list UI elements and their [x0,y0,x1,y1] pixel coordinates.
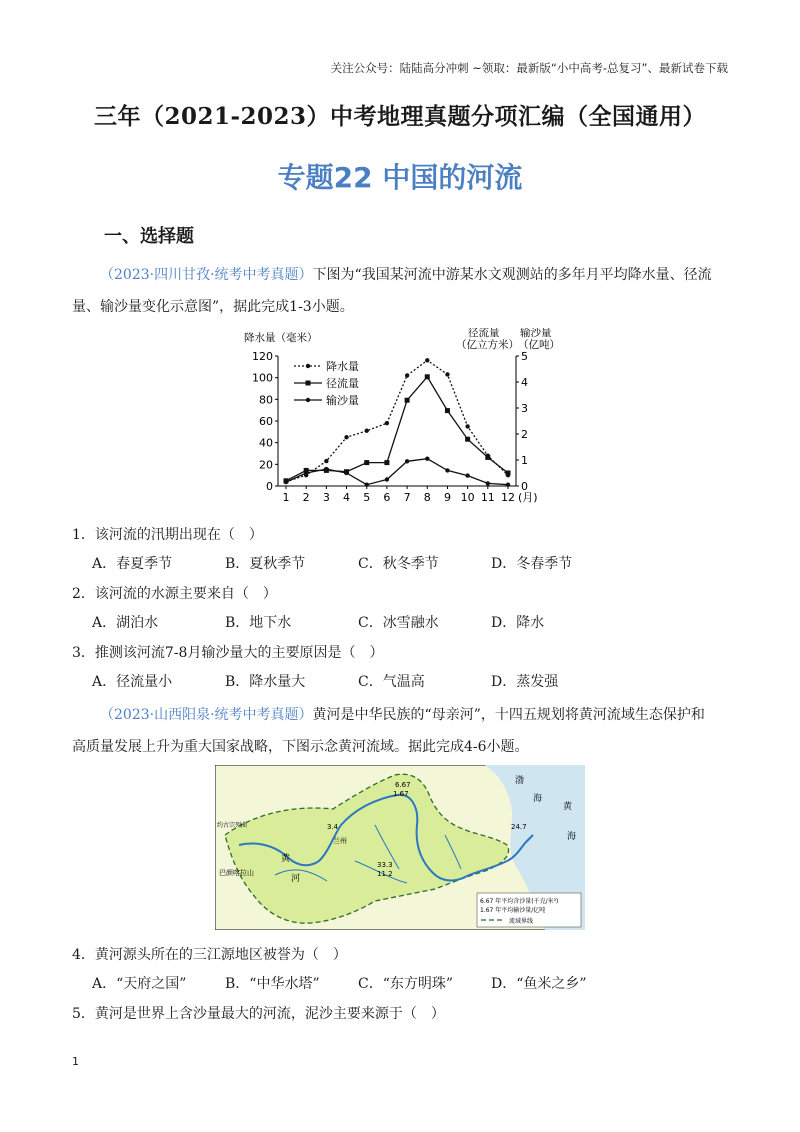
page-subtitle: 专题22 中国的河流 [277,161,523,194]
map-label-bayan: 巴颜喀拉山 [219,869,254,877]
map-label-lanzhou: 兰州 [333,837,347,845]
data-point [425,358,429,362]
passage-1 [72,262,732,288]
data-point [324,467,328,471]
option-c[interactable]: C．冰雪融水 [358,615,439,631]
data-point [405,398,410,403]
x-tick-label: 9 [443,491,451,504]
right-tick-label: 2 [521,428,528,441]
right-axis-label-2-top: 输沙量 [520,328,552,339]
map-label-yueguzonglie: 约古宗列曲 [217,822,248,829]
data-point [365,483,369,487]
left-axis-label: 降水量（毫米） [244,332,318,344]
right-tick-label: 5 [521,350,528,363]
option-b[interactable]: B．地下水 [225,615,292,631]
map-value-2: 1.67 [393,790,409,798]
x-tick-label: 1 [282,491,290,504]
question-options [92,553,652,573]
passage-2-line-2: 高质量发展上升为重大国家战略，下图示念黄河流域。据此完成4-6小题。 [72,739,529,755]
data-point [485,455,490,460]
option-b[interactable]: B．“中华水塔” [225,976,320,992]
map-label-huang: 黄 [281,854,291,864]
option-a[interactable]: A．春夏季节 [92,556,173,572]
page-number: 1 [72,1055,79,1068]
map-value-1: 6.67 [395,781,411,789]
x-tick-label: 2 [302,491,310,504]
data-point [324,459,328,463]
map-legend-2: 1.67 年平均输沙量/亿吨 [480,907,546,914]
left-tick-label: 80 [259,393,273,407]
data-point [425,374,430,379]
data-point [465,437,470,442]
option-b[interactable]: B．降水量大 [225,674,306,690]
yellow-river-map [215,765,585,930]
map-label-bohai-hai: 海 [533,794,543,804]
x-tick-label: 7 [403,491,411,504]
question-stem: 2．该河流的水源主要来自（ ） [72,586,277,602]
legend-marker [306,381,311,386]
data-point [284,480,288,484]
data-point [465,473,469,477]
x-tick-label: 4 [343,491,351,504]
map-value-3: 3.4 [327,823,339,831]
map-value-6: 24.7 [511,823,527,831]
data-point [304,471,308,475]
passage-2-text: 黄河是中华民族的“母亲河”，十四五规划将黄河流域生态保护和 [312,707,705,723]
legend-label: 输沙量 [326,394,359,407]
map-label-huanghai-huang: 黄 [563,802,573,812]
option-c[interactable]: C．“东方明珠” [358,976,454,992]
data-point [506,483,510,487]
option-c[interactable]: C．秋冬季节 [358,556,439,572]
x-axis-label: (月) [518,491,538,504]
question-stem: 5．黄河是世界上含沙量最大的河流，泥沙主要来源于（ ） [72,1006,445,1022]
left-tick-label: 120 [252,350,273,363]
x-tick-label: 8 [423,491,431,504]
option-d[interactable]: D．降水 [491,615,545,631]
left-tick-label: 60 [259,415,273,428]
data-point [344,471,348,475]
map-label-bohai-bo: 渤 [515,776,525,786]
question-stem: 1．该河流的汛期出现在（ ） [72,527,263,543]
question-stem: 3．推测该河流7-8月输沙量大的主要原因是（ ） [72,645,384,661]
data-point [506,471,511,476]
map-legend-3: 流域界线 [509,918,534,925]
option-a[interactable]: A．“天府之国” [92,976,187,992]
series-line-2 [286,377,508,481]
option-a[interactable]: A．径流量小 [92,674,173,690]
option-d[interactable]: D．“鱼米之乡” [491,976,587,992]
data-point [425,457,429,461]
data-point [486,481,490,485]
x-tick-label: 5 [363,491,371,504]
data-point [364,460,369,465]
data-point [365,429,369,433]
right-axis-label-2-bottom: （亿吨） [518,339,560,351]
option-d[interactable]: D．蒸发强 [491,674,559,690]
x-tick-label: 3 [322,491,330,504]
option-d[interactable]: D．冬春季节 [491,556,573,572]
data-point [385,421,389,425]
right-axis-label-1-top: 径流量 [468,328,500,339]
data-point [465,424,469,428]
x-tick-label: 10 [460,491,475,504]
option-b[interactable]: B．夏秋季节 [225,556,306,572]
x-tick-label: 12 [501,491,515,504]
question-options [92,612,652,632]
left-tick-label: 100 [252,371,273,385]
left-tick-label: 20 [259,458,273,472]
hydrology-chart [238,328,568,508]
legend-marker [306,398,310,402]
question-options [92,671,652,691]
map-legend-1: 6.67 年平均含沙量(千克/米³) [480,898,559,905]
map-value-4: 33.3 [377,861,393,869]
passage-2-source: （2023·山西阳泉·统考中考真题） [100,707,313,723]
left-tick-label: 0 [266,480,273,493]
question-options [92,973,652,993]
passage-1-line-2: 量、输沙量变化示意图”，据此完成1-3小题。 [72,299,354,315]
data-point [385,477,389,481]
data-point [445,408,450,413]
series-line-1 [286,360,508,481]
data-point [445,468,449,472]
map-label-huanghai-hai: 海 [567,832,577,842]
header-note: 关注公众号：陆陆高分冲刺 ~领取：最新版“小中高考-总复习”、最新试卷下载 [330,61,728,75]
legend-label: 径流量 [326,377,359,390]
data-point [344,435,348,439]
map-value-5: 11.2 [377,870,393,878]
x-tick-label: 11 [480,491,495,504]
section-heading: 一、选择题 [104,226,194,247]
page-title: 三年（2021-2023）中考地理真题分项汇编（全国通用） [93,103,707,130]
data-point [445,372,449,376]
right-tick-label: 0 [521,480,528,493]
right-tick-label: 4 [521,376,528,389]
question-stem: 4．黄河源头所在的三江源地区被誉为（ ） [72,947,347,963]
right-tick-label: 3 [521,402,528,415]
data-point [405,459,409,463]
legend-marker [306,364,310,368]
passage-2 [72,702,732,728]
option-a[interactable]: A．湖泊水 [92,615,159,631]
right-tick-label: 1 [521,454,528,467]
option-c[interactable]: C．气温高 [358,674,425,690]
left-tick-label: 40 [259,436,273,450]
map-label-he: 河 [291,874,301,884]
series-line-3 [286,459,508,485]
passage-1-source: （2023·四川甘孜·统考中考真题） [100,267,313,283]
x-tick-label: 6 [383,491,391,504]
right-axis-label-1-bottom: （亿立方米） [456,339,519,351]
data-point [384,460,389,465]
passage-1-text: 下图为“我国某河流中游某水文观测站的多年月平均降水量、径流 [312,267,712,283]
data-point [405,373,409,377]
legend-label: 降水量 [326,360,359,373]
